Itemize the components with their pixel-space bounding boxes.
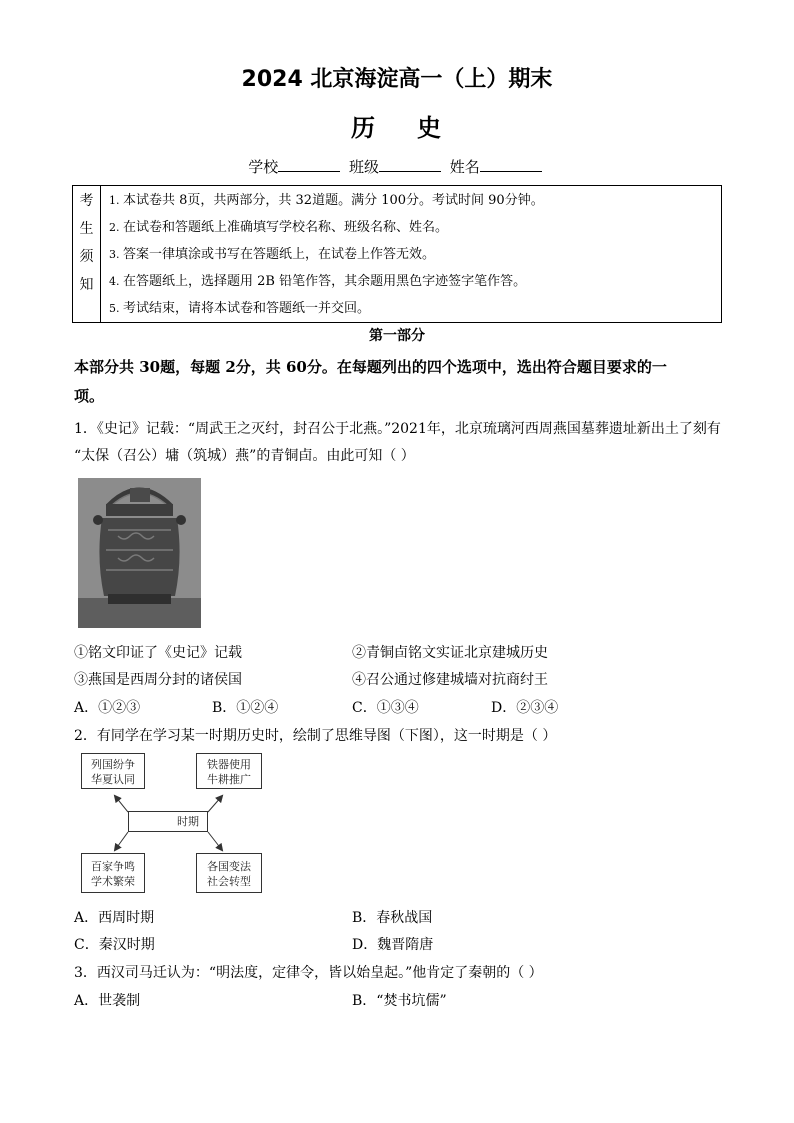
name-label: 姓名 bbox=[449, 158, 480, 176]
bronze-vessel-photo bbox=[78, 478, 201, 628]
q1-statement: ④召公通过修建城墙对抗商纣王 bbox=[352, 672, 548, 688]
subject-title bbox=[0, 108, 794, 143]
class-label: 班级 bbox=[348, 158, 379, 176]
school-blank bbox=[278, 157, 340, 172]
q1-stem-line-2: “太保（召公）墉（筑城）燕”的青铜卣。由此可知（ ） bbox=[74, 448, 415, 464]
rule-text: 答案一律填涂或书写在答题纸上，在试卷上作答无效。 bbox=[123, 247, 436, 262]
subject-char-1: 历 bbox=[351, 114, 377, 142]
node-line: 牛耕推广 bbox=[207, 773, 251, 786]
part-intro-line-1: 本部分共 30题，每题 2分，共 60分。在每题列出的四个选项中，选出符合题目要求的一 bbox=[74, 358, 667, 376]
q3-option-a[interactable]: A．世袭制 bbox=[74, 993, 141, 1009]
q3-stem: 3．西汉司马迁认为：“明法度，定律令，皆以始皇起。”他肯定了秦朝的（ ） bbox=[74, 965, 543, 981]
q2-option-a[interactable]: A．西周时期 bbox=[74, 910, 155, 926]
school-label: 学校 bbox=[248, 158, 279, 176]
notice-side-char: 生 bbox=[79, 221, 94, 237]
student-info-line bbox=[0, 156, 794, 177]
notice-rule bbox=[109, 189, 544, 208]
rule-text: 在答题纸上，选择题用 2B 铅笔作答，其余题用黑色字迹签字笔作答。 bbox=[123, 274, 527, 289]
mind-map-node-top-left bbox=[81, 753, 145, 789]
q3-option-b[interactable]: B．“焚书坑儒” bbox=[352, 993, 447, 1009]
exam-notice-box bbox=[72, 185, 722, 323]
rule-text: 本试卷共 8页，共两部分，共 32道题。满分 100分。考试时间 90分钟。 bbox=[123, 193, 544, 208]
part-heading: 第一部分 bbox=[369, 328, 425, 344]
notice-rule bbox=[109, 297, 370, 316]
q1-option-b[interactable]: B．①②④ bbox=[212, 700, 279, 716]
class-blank bbox=[379, 157, 441, 172]
node-line: 列国纷争 bbox=[91, 758, 135, 771]
mind-map-node-bottom-left bbox=[81, 853, 145, 893]
rule-number: 1. bbox=[109, 194, 120, 207]
q2-option-b[interactable]: B．春秋战国 bbox=[352, 910, 433, 926]
q1-statement: ③燕国是西周分封的诸侯国 bbox=[74, 672, 242, 688]
notice-side-char: 考 bbox=[79, 193, 94, 209]
q1-option-a[interactable]: A．①②③ bbox=[74, 700, 141, 716]
mind-map-diagram bbox=[80, 752, 270, 897]
node-line: 铁器使用 bbox=[207, 758, 251, 771]
bronze-vessel-illustration bbox=[78, 478, 201, 628]
node-line: 华夏认同 bbox=[91, 773, 135, 786]
subject-char-2: 史 bbox=[417, 114, 443, 142]
part-intro-line-2: 项。 bbox=[74, 387, 105, 405]
notice-side-label bbox=[73, 186, 101, 322]
rule-text: 在试卷和答题纸上准确填写学校名称、班级名称、姓名。 bbox=[123, 220, 449, 235]
mind-map-node-bottom-right bbox=[196, 853, 262, 893]
notice-rule bbox=[109, 270, 526, 289]
node-line: 百家争鸣 bbox=[91, 860, 135, 873]
notice-rule bbox=[109, 243, 435, 262]
rule-number: 5. bbox=[109, 302, 120, 315]
q1-statement: ①铭文印证了《史记》记载 bbox=[74, 645, 242, 661]
q2-stem: 2．有同学在学习某一时期历史时，绘制了思维导图（下图），这一时期是（ ） bbox=[74, 728, 557, 744]
node-line: 学术繁荣 bbox=[91, 875, 135, 888]
q1-statement: ②青铜卣铭文实证北京建城历史 bbox=[352, 645, 548, 661]
rule-number: 4. bbox=[109, 275, 120, 288]
notice-rule bbox=[109, 216, 448, 235]
rule-number: 3. bbox=[109, 248, 120, 261]
exam-title: 2024 北京海淀高一（上）期末 bbox=[241, 67, 553, 92]
mind-map-node-top-right bbox=[196, 753, 262, 789]
q2-option-c[interactable]: C．秦汉时期 bbox=[74, 937, 155, 953]
q1-stem-line-1: 1．《史记》记载：“周武王之灭纣，封召公于北燕。”2021年，北京琉璃河西周燕国墓葬遗址新出土了刻有 bbox=[74, 421, 721, 437]
rule-number: 2. bbox=[109, 221, 120, 234]
notice-side-char: 知 bbox=[79, 277, 94, 293]
mind-map-center-node: 时期 bbox=[128, 811, 208, 832]
node-line: 社会转型 bbox=[207, 875, 251, 888]
notice-side-char: 须 bbox=[79, 249, 94, 265]
rule-text: 考试结束，请将本试卷和答题纸一并交回。 bbox=[123, 301, 371, 316]
q1-option-d[interactable]: D．②③④ bbox=[491, 700, 559, 716]
q2-option-d[interactable]: D．魏晋隋唐 bbox=[352, 937, 434, 953]
node-line: 各国变法 bbox=[207, 860, 251, 873]
q1-option-c[interactable]: C．①③④ bbox=[352, 700, 419, 716]
name-blank bbox=[480, 157, 542, 172]
